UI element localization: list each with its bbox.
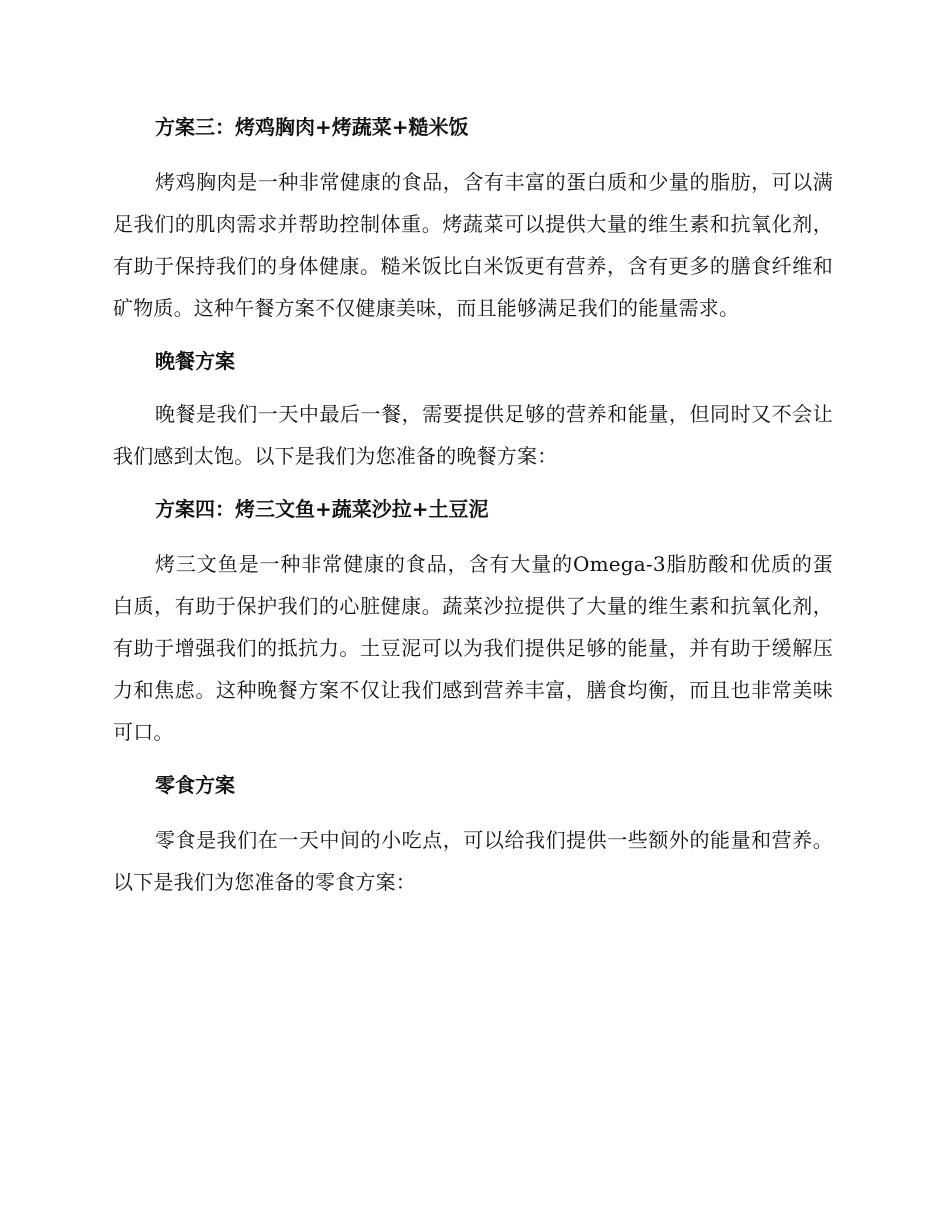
section-heading-plan-four: 方案四：烤三文鱼+蔬菜沙拉+土豆泥: [155, 497, 489, 521]
section-heading-plan-three: 方案三：烤鸡胸肉+烤蔬菜+糙米饭: [155, 115, 469, 139]
section-paragraph-plan-three: 烤鸡胸肉是一种非常健康的食品，含有丰富的蛋白质和少量的脂肪，可以满足我们的肌肉需求并帮助控制体重。烤蔬菜可以提供大量的维生素和抗氧化剂，有助于保持我们的身体健康。糙米饭比白米饭更有营养，含有更多的膳食纤维和矿物质。这种午餐方案不仅健康美味，而且能够满足我们的能量需求。: [113, 170, 833, 320]
section-paragraph-snack-plan: 零食是我们在一天中间的小吃点，可以给我们提供一些额外的能量和营养。以下是我们为您准备的零食方案：: [113, 828, 833, 894]
section-paragraph-plan-four: 烤三文鱼是一种非常健康的食品，含有大量的Omega-3脂肪酸和优质的蛋白质，有助于保护我们的心脏健康。蔬菜沙拉提供了大量的维生素和抗氧化剂，有助于增强我们的抵抗力。土豆泥可以为我们提供足够的能量，并有助于缓解压力和焦虑。这种晚餐方案不仅让我们感到营养丰富，膳食均衡，而且也非常美味可口。: [113, 552, 833, 744]
section-heading-snack-plan: 零食方案: [155, 773, 235, 797]
section-heading-dinner-plan: 晚餐方案: [155, 349, 235, 373]
section-paragraph-dinner-plan: 晚餐是我们一天中最后一餐，需要提供足够的营养和能量，但同时又不会让我们感到太饱。以下是我们为您准备的晚餐方案：: [113, 402, 833, 468]
document-body: [113, 106, 833, 903]
